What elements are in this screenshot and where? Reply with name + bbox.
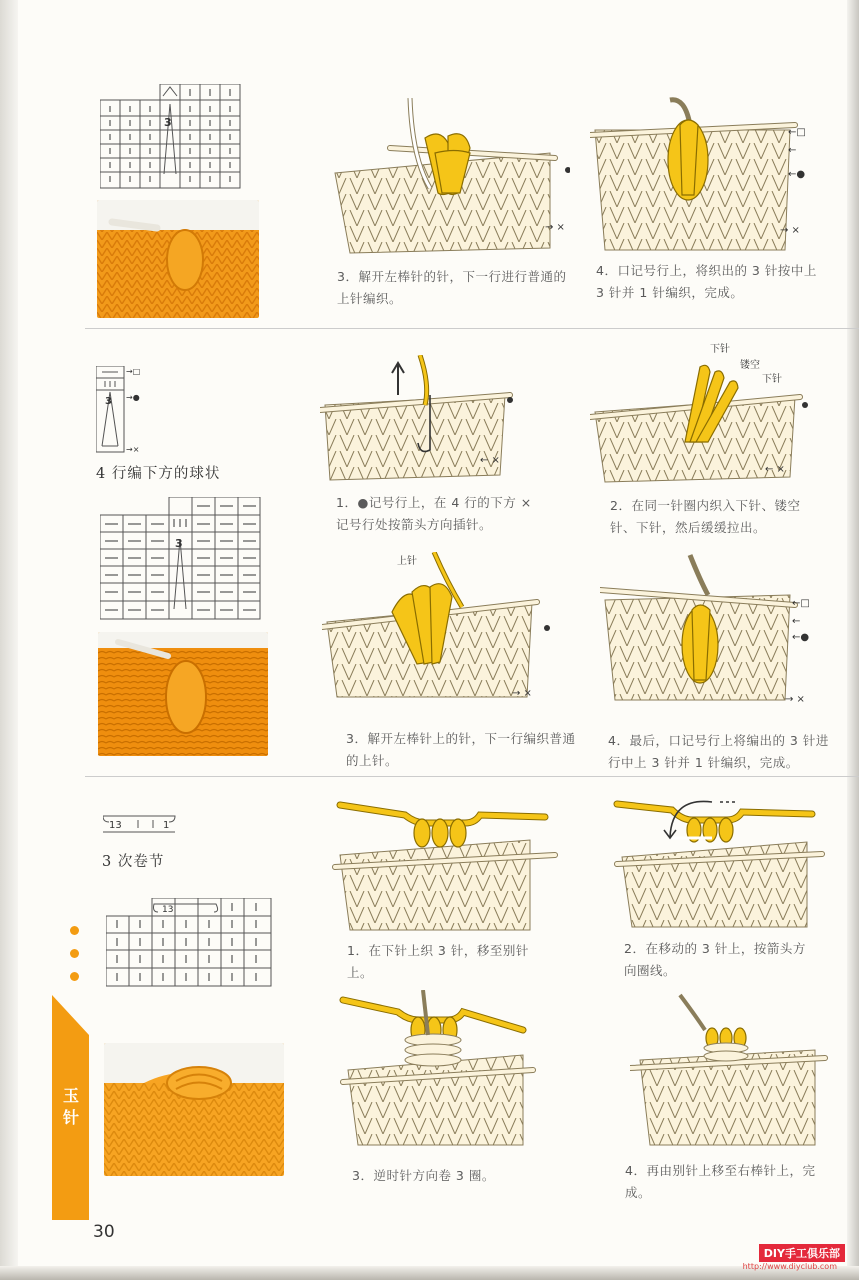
svg-text:→□: →□: [126, 367, 141, 376]
knit-chart-3: [106, 898, 274, 994]
step-caption-1-4: 4．口记号行上，将织出的 3 针按中上 3 针并 1 针编织，完成。: [596, 263, 817, 300]
step-illustration-3-4: [630, 990, 830, 1154]
decorative-dot-3: [70, 972, 79, 981]
svg-text:→ ×: → ×: [512, 688, 532, 699]
step-caption-2-2: 2．在同一针圈内织入下针、镂空针、下针，然后缓缓拉出。: [610, 498, 801, 535]
label-down-stitch: 下针: [710, 344, 730, 355]
knit-chart-2: [100, 497, 262, 626]
step-caption-3-1: 1．在下针上织 3 针，移至别针上。: [347, 943, 529, 980]
decorative-dot-1: [70, 926, 79, 935]
decorative-dot-2: [70, 949, 79, 958]
svg-text:→ ×: → ×: [785, 694, 805, 705]
svg-text:←□: ←□: [788, 127, 806, 138]
step-illustration-2-1: [320, 355, 530, 489]
label-yarn-over: 镂空: [740, 360, 760, 371]
step-caption-2-1: 1．●记号行上，在 4 行的下方 × 记号行处按箭头方向插针。: [336, 495, 532, 532]
svg-text:13: 13: [162, 905, 174, 915]
chart-number: 3: [175, 537, 183, 550]
step-caption-3-3: 3．逆时针方向卷 3 圈。: [352, 1168, 495, 1183]
label-up-stitch: 上针: [397, 556, 417, 567]
chart-number: 13: [109, 820, 122, 831]
section-title-2: 4 行编下方的球状: [96, 466, 221, 482]
svg-text:←●: ←●: [792, 632, 810, 643]
knit-symbol-wrap: [103, 812, 178, 838]
chapter-tab-notch: [52, 995, 89, 1035]
page-edge-left: [0, 0, 18, 1280]
step-illustration-1-3: [330, 98, 570, 262]
svg-text:←●: ←●: [788, 169, 806, 180]
watermark-url: http://www.diyclub.com: [742, 1262, 837, 1271]
watermark-logo: DIY手工俱乐部: [759, 1244, 845, 1262]
knit-photo-2: [98, 632, 268, 756]
svg-text:← ×: ← ×: [765, 464, 785, 475]
svg-text:→×: →×: [126, 445, 140, 454]
step-caption-2-3: 3．解开左棒针上的针，下一行编织普通的上针。: [346, 731, 576, 768]
step-caption-1-3: 3．解开左棒针的针，下一行进行普通的上针编织。: [337, 269, 567, 306]
step-illustration-2-2: [590, 342, 820, 491]
step-illustration-2-3: [322, 552, 557, 706]
svg-text:← ×: ← ×: [480, 455, 500, 466]
svg-text:→ ×: → ×: [545, 222, 565, 233]
svg-text:←: ←: [792, 616, 801, 627]
label-down-stitch-2: 下针: [762, 374, 782, 385]
svg-text:1: 1: [163, 820, 170, 831]
step-illustration-2-4: [600, 550, 825, 714]
svg-text:←: ←: [788, 145, 797, 156]
step-illustration-1-4: [590, 95, 820, 259]
svg-text:→ ×: → ×: [780, 225, 800, 236]
page-edge-bottom: [0, 1266, 859, 1280]
section-divider-2: [85, 776, 859, 777]
knit-photo-3: [104, 1043, 284, 1176]
section-divider-1: [85, 328, 859, 329]
step-illustration-3-3: [338, 990, 538, 1154]
page-edge-right: [847, 0, 859, 1280]
step-illustration-3-1: [330, 795, 560, 939]
step-caption-2-4: 4．最后，口记号行上将编出的 3 针进行中上 3 针并 1 针编织，完成。: [608, 733, 829, 770]
section-title-3: 3 次卷节: [102, 854, 165, 870]
page-number: 30: [93, 1222, 115, 1242]
step-illustration-3-2: [612, 792, 827, 936]
svg-text:→●: →●: [126, 393, 140, 402]
svg-text:3: 3: [105, 396, 112, 407]
chart-number: 3: [164, 116, 172, 129]
step-caption-3-2: 2．在移动的 3 针上，按箭头方向圈线。: [624, 941, 806, 978]
chapter-tab-label: 玉针: [62, 1086, 79, 1127]
knit-photo-1: [97, 200, 259, 318]
knit-chart-1: [100, 84, 242, 193]
svg-text:←□: ←□: [792, 598, 810, 609]
step-caption-3-4: 4．再由别针上移至右棒针上，完成。: [625, 1163, 816, 1200]
knit-symbol-small: [96, 366, 146, 460]
